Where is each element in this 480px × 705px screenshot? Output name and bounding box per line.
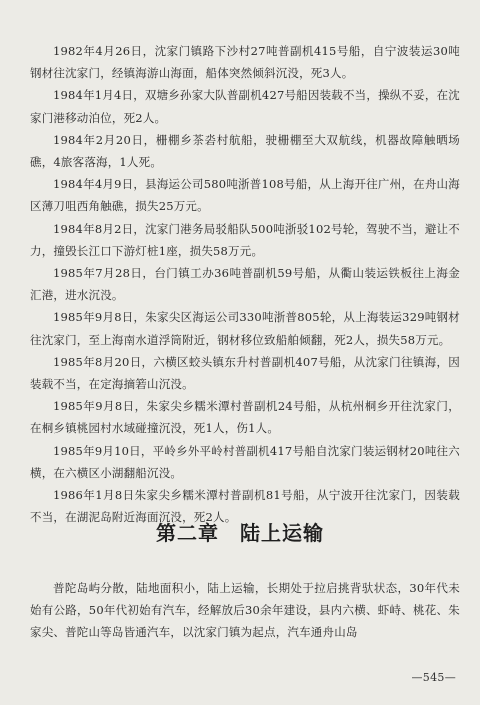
list-item: 1985年9月8日，朱家尖乡糯米潭村普副机24号船，从杭州桐乡开往沈家门，在桐乡镇桃园村水域碰撞沉没，死1人，伤1人。 xyxy=(30,399,460,436)
list-item: 1982年4月26日，沈家门镇路下沙村27吨普副机415号船，自宁波装运30吨钢材往沈家门，经镇海游山海面，船体突然倾斜沉没，死3人。 xyxy=(30,44,460,81)
list-item: 1985年8月20日，六横区蛟头镇东升村普副机407号船，从沈家门往镇海，因装载不当，在定海摘箬山沉没。 xyxy=(30,354,460,392)
list-item: 1984年4月9日，县海运公司580吨浙普108号船，从上海开往广州，在舟山海区薄刀咀西角触礁，损失25万元。 xyxy=(30,177,460,214)
page-number: —545— xyxy=(411,671,456,684)
list-item: 1984年1月4日，双塘乡孙家大队普副机427号船因装载不当，操纵不妥，在沈家门港移动泊位，死2人。 xyxy=(30,88,460,125)
list-item: 1986年1月8日朱家尖乡糯米潭村普副机81号船，从宁波开往沈家门，因装载不当，在湖泥岛附近海面沉没，死2人。 xyxy=(30,488,460,525)
list-item: 1985年9月8日，朱家尖区海运公司330吨浙普805轮，从上海装运329吨钢材往沈家门，至上海南水道浮筒附近，钢材移位致船舶倾翻，死2人，损失58万元。 xyxy=(30,310,460,347)
list-item: 1985年7月28日，台门镇工办36吨普副机59号船，从衢山装运铁板往上海金汇港，进水沉没。 xyxy=(30,266,460,303)
body-paragraph: 普陀岛屿分散，陆地面积小，陆上运输，长期处于拉启挑背驮状态，30年代未始有公路，50年代初始有汽车，经解放后30余年建设，县内六横、虾峙、桃花、朱家尖、普陀山等岛皆通汽车，以沈家门镇为起点，汽车通舟山岛 xyxy=(30,581,460,640)
accident-list xyxy=(30,40,460,528)
chapter-title: 第二章 陆上运输 xyxy=(156,521,324,545)
body-section xyxy=(30,577,460,644)
list-item: 1985年9月10日，平岭乡外平岭村普副机417号船自沈家门装运钢材20吨往六横，在六横区小湖翻船沉没。 xyxy=(30,443,460,480)
list-item: 1984年8月2日，沈家门港务局驳船队500吨浙驳102号轮，驾驶不当，避让不力，撞毁长江口下游灯桩1座，损失58万元。 xyxy=(30,221,460,258)
list-item: 1984年2月20日，栅棚乡茶沯村航船，驶栅棚至大双航线，机器故障触晒场礁，4旅客落海，1人死。 xyxy=(30,132,460,170)
